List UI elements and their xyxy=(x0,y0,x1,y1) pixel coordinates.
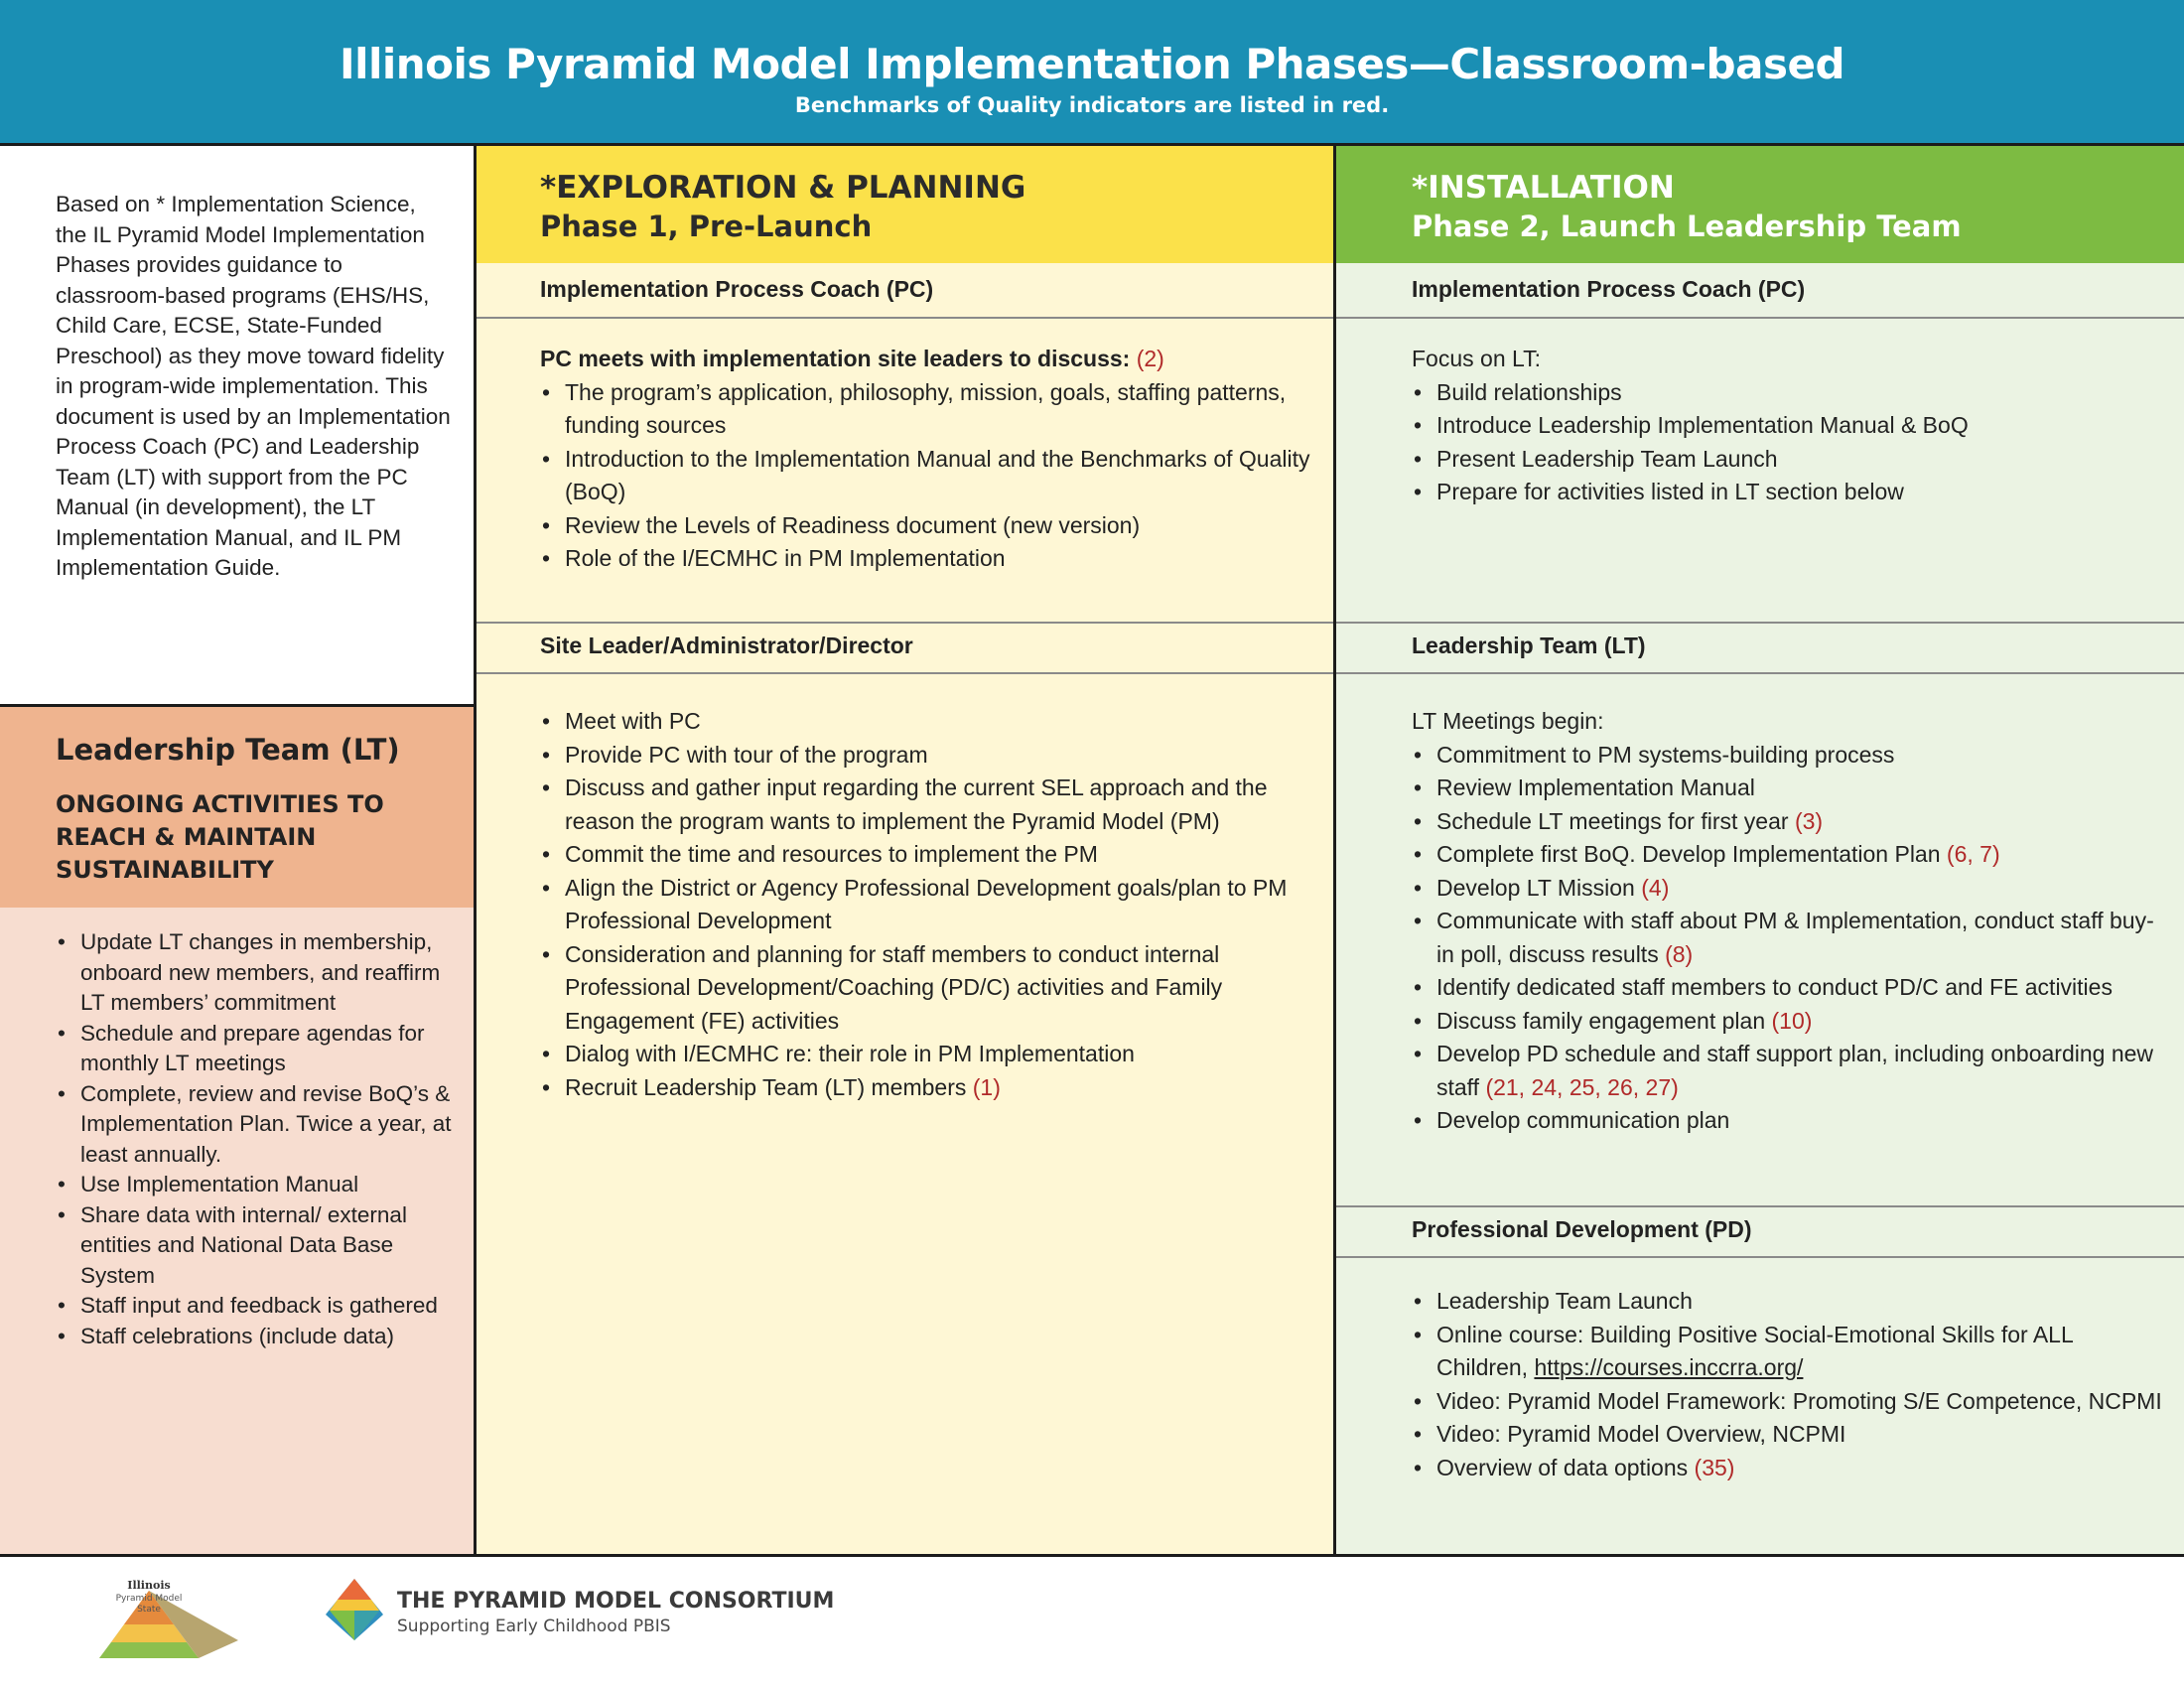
list-item: • Overview of data options (35) xyxy=(1412,1452,2166,1485)
consortium-title: THE PYRAMID MODEL CONSORTIUM xyxy=(397,1589,835,1614)
boq-reference: (35) xyxy=(1694,1454,1735,1480)
intro-text: Based on * Implementation Science, the IL Pyramid Model Implementation Phases provides guidance to classroom-based programs (EHS/HS, Child Care, ECSE, State-Funded Preschool) as they move toward fidelity in program-wide implementation. This document is used by an Implementation Process Coach (PC) and Leadership Team (LT) with support from the PC Manual (in development), the LT Implementation Manual, and IL PM Implementation Guide. xyxy=(56,192,451,580)
divider xyxy=(1336,1205,2184,1207)
leadership-subtitle: ONGOING ACTIVITIES TO REACH & MAINTAIN SUSTAINABILITY xyxy=(56,790,384,884)
boq-reference: (2) xyxy=(1136,346,1164,371)
list-item: • Meet with PC xyxy=(540,705,1314,739)
logo-text-pyramid: Pyramid Model xyxy=(115,1594,183,1604)
divider xyxy=(1336,317,2184,319)
divider xyxy=(477,622,1333,624)
boq-reference: (4) xyxy=(1641,874,1670,901)
list-item: • Dialog with I/ECMHC re: their role in PM Implementation xyxy=(540,1038,1314,1071)
list-item: • Introduce Leadership Implementation Manual & BoQ xyxy=(1412,409,2166,443)
phase2-lt-block xyxy=(1412,705,2166,1138)
phase2-pc-block xyxy=(1412,343,2166,509)
list-item: • Consideration and planning for staff members to conduct internal Professional Development/Coaching (PD/C) activities and Family Engagement (FE) activities xyxy=(540,938,1314,1039)
list-item: • Staff input and feedback is gathered xyxy=(56,1291,453,1322)
list-item: • Introduction to the Implementation Manual and the Benchmarks of Quality (BoQ) xyxy=(540,443,1314,509)
list-item: • Review Implementation Manual xyxy=(1412,772,2166,805)
boq-reference: (3) xyxy=(1794,807,1824,834)
list-item: • Online course: Building Positive Social-Emotional Skills for ALL Children, https://courses.inccrra.org/ xyxy=(1412,1319,2166,1385)
list-item: • Present Leadership Team Launch xyxy=(1412,443,2166,477)
illinois-pyramid-logo xyxy=(79,1579,258,1673)
phase2-pd-block xyxy=(1412,1285,2166,1484)
list-item: • Communicate with staff about PM & Implementation, conduct staff buy-in poll, discuss results (8) xyxy=(1412,905,2166,971)
list-item: • Identify dedicated staff members to conduct PD/C and FE activities xyxy=(1412,971,2166,1005)
list-item: • Complete, review and revise BoQ’s & Implementation Plan. Twice a year, at least annually. xyxy=(56,1079,453,1171)
boq-reference: (6, 7) xyxy=(1946,841,2000,867)
course-link[interactable]: https://courses.inccrra.org/ xyxy=(1534,1354,1804,1380)
list-item: • Staff celebrations (include data) xyxy=(56,1322,453,1352)
list-item: • Share data with internal/ external entities and National Data Base System xyxy=(56,1200,453,1292)
leadership-title: Leadership Team (LT) xyxy=(56,733,400,767)
phase1-pc-label: Implementation Process Coach (PC) xyxy=(540,276,934,302)
divider xyxy=(477,672,1333,674)
list-item: • Schedule LT meetings for first year (3) xyxy=(1412,805,2166,839)
boq-reference: (8) xyxy=(1665,940,1694,967)
logo-text-illinois: Illinois xyxy=(127,1579,171,1592)
phase1-pc-block xyxy=(540,343,1314,576)
list-item: • Schedule and prepare agendas for monthly LT meetings xyxy=(56,1019,453,1079)
list-item: • Video: Pyramid Model Framework: Promoting S/E Competence, NCPMI xyxy=(1412,1385,2166,1419)
page-title: Illinois Pyramid Model Implementation Phases—Classroom-based xyxy=(339,40,1845,88)
list-item: • Provide PC with tour of the program xyxy=(540,739,1314,773)
list-item: • Align the District or Agency Professional Development goals/plan to PM Professional Development xyxy=(540,872,1314,938)
list-item: • Update LT changes in membership, onboard new members, and reaffirm LT members’ commitment xyxy=(56,927,453,1019)
divider xyxy=(1336,1256,2184,1258)
list-item: • Commit the time and resources to implement the PM xyxy=(540,838,1314,872)
list-item: • Role of the I/ECMHC in PM Implementation xyxy=(540,542,1314,576)
list-item: • Discuss and gather input regarding the current SEL approach and the reason the program wants to implement the Pyramid Model (PM) xyxy=(540,772,1314,838)
list-item: • Develop communication plan xyxy=(1412,1104,2166,1138)
list-item: • Develop PD schedule and staff support plan, including onboarding new staff (21, 24, 25, 26, 27) xyxy=(1412,1038,2166,1104)
phase1-site-label: Site Leader/Administrator/Director xyxy=(540,633,913,658)
phase2-lt-label: Leadership Team (LT) xyxy=(1412,633,1646,658)
phase1-site-block xyxy=(540,705,1314,1104)
consortium-pyramid-logo xyxy=(320,1575,389,1644)
list-item: • Video: Pyramid Model Overview, NCPMI xyxy=(1412,1418,2166,1452)
phase2-title: *INSTALLATION xyxy=(1412,170,1675,206)
leadership-header xyxy=(0,704,474,908)
page-subtitle: Benchmarks of Quality indicators are listed in red. xyxy=(794,93,1390,117)
phase2-pc-lead: Focus on LT: xyxy=(1412,346,1541,371)
list-item: • Discuss family engagement plan (10) xyxy=(1412,1005,2166,1039)
phase1-title: *EXPLORATION & PLANNING xyxy=(540,170,1026,206)
list-item: • Complete first BoQ. Develop Implementation Plan (6, 7) xyxy=(1412,838,2166,872)
list-item: • Leadership Team Launch xyxy=(1412,1285,2166,1319)
phase2-subtitle: Phase 2, Launch Leadership Team xyxy=(1412,210,1962,243)
phase1-column xyxy=(477,146,1336,1556)
list-item: • Develop LT Mission (4) xyxy=(1412,872,2166,906)
phase2-header xyxy=(1336,146,2184,263)
list-item: • Review the Levels of Readiness document (new version) xyxy=(540,509,1314,543)
list-item: • Use Implementation Manual xyxy=(56,1170,453,1200)
phase1-subtitle: Phase 1, Pre-Launch xyxy=(540,210,873,243)
phase1-pc-lead: PC meets with implementation site leaders to discuss: (2) xyxy=(540,346,1164,371)
boq-reference: (10) xyxy=(1771,1007,1813,1034)
phase1-header xyxy=(477,146,1333,263)
footer-divider xyxy=(0,1554,2184,1557)
phase2-lt-lead: LT Meetings begin: xyxy=(1412,708,1604,734)
divider xyxy=(1336,672,2184,674)
page-header xyxy=(0,0,2184,146)
divider xyxy=(477,317,1333,319)
leadership-activities xyxy=(56,927,453,1351)
phase2-column xyxy=(1336,146,2184,1556)
list-item: • Prepare for activities listed in LT section below xyxy=(1412,476,2166,509)
boq-reference: (1) xyxy=(972,1073,1001,1100)
list-item: • Commitment to PM systems-building process xyxy=(1412,739,2166,773)
divider xyxy=(1336,622,2184,624)
logo-text-state: State xyxy=(137,1605,161,1615)
phase2-pc-label: Implementation Process Coach (PC) xyxy=(1412,276,1806,302)
list-item: • Build relationships xyxy=(1412,376,2166,410)
phase2-pd-label: Professional Development (PD) xyxy=(1412,1216,1752,1242)
list-item: • The program’s application, philosophy, mission, goals, staffing patterns, funding sources xyxy=(540,376,1314,443)
consortium-subtitle: Supporting Early Childhood PBIS xyxy=(397,1617,671,1636)
boq-reference: (21, 24, 25, 26, 27) xyxy=(1485,1073,1679,1100)
list-item: • Recruit Leadership Team (LT) members (1) xyxy=(540,1071,1314,1105)
